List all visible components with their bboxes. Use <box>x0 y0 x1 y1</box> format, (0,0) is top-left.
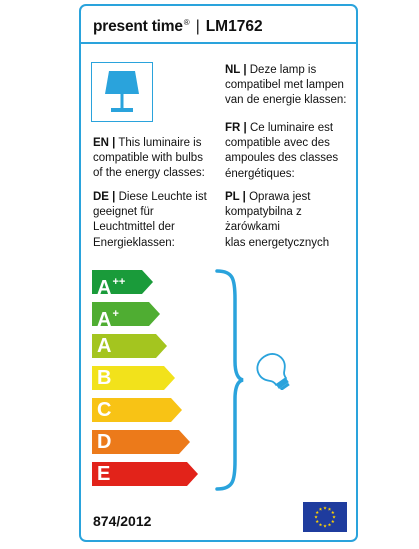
text-block-de <box>93 190 207 251</box>
en-line-1: This luminaire is <box>118 137 202 149</box>
fr-line-3: ampoules des classes <box>225 152 339 165</box>
model-number: LM1762 <box>205 18 263 35</box>
energy-class-letter: A <box>97 335 112 357</box>
lang-code-fr: FR | <box>225 122 247 134</box>
energy-class-letter: D <box>97 431 112 453</box>
pl-line-4: klas energetycznych <box>225 236 330 249</box>
brand-name: present time <box>93 18 183 35</box>
header-divider <box>80 42 357 44</box>
regulation-number: 874/2012 <box>93 513 152 529</box>
light-bulb-icon <box>250 350 296 390</box>
energy-class-arrow <box>92 430 190 454</box>
nl-line-1: Deze lamp is <box>249 64 317 76</box>
energy-class-letter: B <box>97 367 112 389</box>
energy-class-letter: E <box>97 463 111 485</box>
de-line-4: Energieklassen: <box>93 236 175 249</box>
energy-class-arrow <box>92 334 167 358</box>
lang-code-nl: NL | <box>225 64 247 76</box>
nl-line-3: van de energie klassen: <box>225 94 347 107</box>
table-lamp-icon <box>91 62 153 122</box>
nl-line-2: compatibel met lampen <box>225 79 344 92</box>
pl-line-1: Oprawa jest <box>249 191 311 203</box>
curly-brace <box>215 269 245 491</box>
energy-class-arrow <box>92 398 182 422</box>
fr-line-2: compatible avec des <box>225 137 330 150</box>
energy-class-arrow <box>92 270 153 299</box>
de-line-2: geeignet für <box>93 206 154 219</box>
energy-class-arrow <box>92 302 160 331</box>
lang-code-de: DE | <box>93 191 116 203</box>
eu-flag-icon <box>303 502 347 532</box>
energy-class-letter: C <box>97 399 112 421</box>
energy-class-plus: ++ <box>112 276 126 288</box>
text-block-en <box>93 136 205 182</box>
en-line-3: of the energy classes: <box>93 167 205 180</box>
pl-line-2: kompatybilna z <box>225 206 302 219</box>
text-block-pl <box>225 190 329 251</box>
lang-code-en: EN | <box>93 137 116 149</box>
text-block-fr <box>225 121 338 182</box>
label-header <box>93 18 263 36</box>
en-line-2: compatible with bulbs <box>93 152 203 165</box>
de-line-3: Leuchtmittel der <box>93 221 175 234</box>
fr-line-4: énergétiques: <box>225 167 295 180</box>
registered-mark: ® <box>183 18 190 27</box>
energy-class-arrow <box>92 366 175 390</box>
energy-class-plus: + <box>112 308 119 320</box>
energy-class-arrow <box>92 462 198 486</box>
fr-line-1: Ce luminaire est <box>249 122 334 134</box>
de-line-1: Diese Leuchte ist <box>118 191 207 203</box>
lang-code-pl: PL | <box>225 191 246 203</box>
energy-class-letter: A+ <box>97 308 119 331</box>
energy-class-letter: A++ <box>97 276 126 299</box>
pl-line-3: żarówkami <box>225 221 280 234</box>
text-block-nl <box>225 63 346 109</box>
header-separator: | <box>195 18 200 35</box>
